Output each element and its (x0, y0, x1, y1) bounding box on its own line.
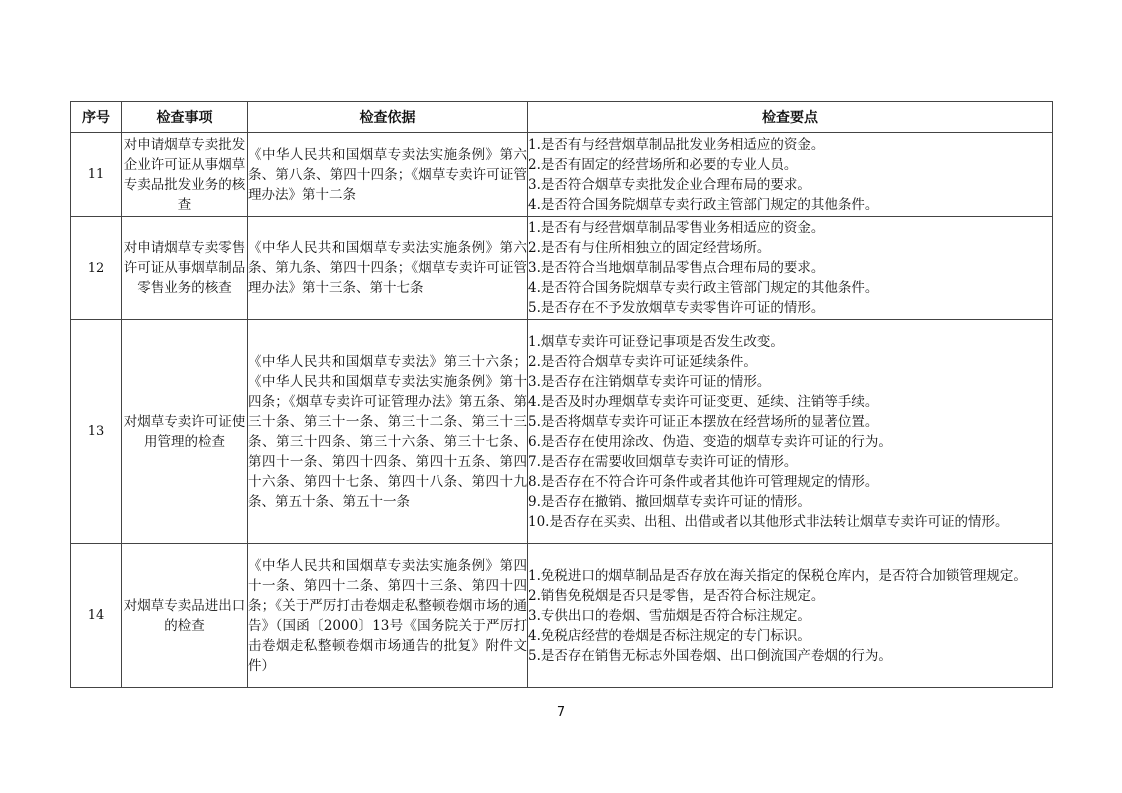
point-item: 9.是否存在撤销、撤回烟草专卖许可证的情形。 (528, 493, 811, 510)
point-item: 2.是否符合烟草专卖许可证延续条件。 (528, 353, 757, 370)
inspection-basis: 《中华人民共和国烟草专卖法实施条例》第六条、第八条、第四十四条；《烟草专卖许可证管理办法》第十二条 (248, 133, 528, 217)
point-item: 1.是否有与经营烟草制品批发业务相适应的资金。 (528, 136, 825, 153)
point-item: 5.是否存在销售无标志外国卷烟、出口倒流国产卷烟的行为。 (528, 647, 892, 664)
header-no: 序号 (71, 102, 122, 133)
point-item: 6.是否存在使用涂改、伪造、变造的烟草专卖许可证的行为。 (528, 433, 892, 450)
point-item: 2.销售免税烟是否只是零售，是否符合标注规定。 (528, 587, 825, 604)
point-item: 8.是否存在不符合许可条件或者其他许可管理规定的情形。 (528, 473, 879, 490)
point-item: 5.是否存在不予发放烟草专卖零售许可证的情形。 (528, 300, 825, 316)
inspection-item: 对烟草专卖品进出口的检查 (122, 544, 248, 688)
row-number: 12 (71, 217, 122, 320)
inspection-points (528, 320, 1053, 544)
header-row (71, 102, 1053, 133)
point-item: 10.是否存在买卖、出租、出借或者以其他形式非法转让烟草专卖许可证的情形。 (528, 513, 1009, 530)
point-item: 5.是否将烟草专卖许可证正本摆放在经营场所的显著位置。 (528, 413, 879, 430)
inspection-basis: 《中华人民共和国烟草专卖法实施条例》第四十一条、第四十二条、第四十三条、第四十四条；《关于严厉打击卷烟走私整顿卷烟市场的通告》（国函〔2000〕13号《国务院关于严厉打击卷烟走私整顿卷烟市场通告的批复》附件文件） (248, 544, 528, 688)
point-item: 4.是否符合国务院烟草专卖行政主管部门规定的其他条件。 (528, 280, 879, 296)
inspection-basis: 《中华人民共和国烟草专卖法实施条例》第六条、第九条、第四十四条；《烟草专卖许可证管理办法》第十三条、第十七条 (248, 217, 528, 320)
table-row (71, 133, 1053, 217)
point-item: 7.是否存在需要收回烟草专卖许可证的情形。 (528, 453, 798, 470)
point-item: 1.免税进口的烟草制品是否存放在海关指定的保税仓库内，是否符合加锁管理规定。 (528, 567, 1027, 584)
header-basis: 检查依据 (248, 102, 528, 133)
inspection-points (528, 133, 1053, 217)
header-points: 检查要点 (528, 102, 1053, 133)
table-row (71, 320, 1053, 544)
point-item: 1.是否有与经营烟草制品零售业务相适应的资金。 (528, 220, 825, 236)
inspection-item: 对申请烟草专卖零售许可证从事烟草制品零售业务的核查 (122, 217, 248, 320)
table-row (71, 217, 1053, 320)
point-item: 3.是否符合当地烟草制品零售点合理布局的要求。 (528, 260, 825, 276)
point-item: 2.是否有与住所相独立的固定经营场所。 (528, 240, 771, 256)
point-item: 4.是否及时办理烟草专卖许可证变更、延续、注销等手续。 (528, 393, 879, 410)
table-row (71, 544, 1053, 688)
point-item: 3.是否符合烟草专卖批发企业合理布局的要求。 (528, 176, 811, 193)
page-number: 7 (556, 705, 566, 720)
row-number: 13 (71, 320, 122, 544)
inspection-points (528, 544, 1053, 688)
point-item: 1.烟草专卖许可证登记事项是否发生改变。 (528, 333, 784, 350)
inspection-table (70, 101, 1053, 688)
row-number: 11 (71, 133, 122, 217)
inspection-item: 对烟草专卖许可证使用管理的检查 (122, 320, 248, 544)
point-item: 3.是否存在注销烟草专卖许可证的情形。 (528, 373, 771, 390)
row-number: 14 (71, 544, 122, 688)
inspection-item: 对申请烟草专卖批发企业许可证从事烟草专卖品批发业务的核查 (122, 133, 248, 217)
point-item: 4.免税店经营的卷烟是否标注规定的专门标识。 (528, 627, 811, 644)
inspection-basis: 《中华人民共和国烟草专卖法》第三十六条；《中华人民共和国烟草专卖法实施条例》第十四条；《烟草专卖许可证管理办法》第五条、第三十条、第三十一条、第三十二条、第三十三条、第三十四条、第三十六条、第三十七条、第四十一条、第四十四条、第四十五条、第四十六条、第四十七条、第四十八条、第四十九条、第五十条、第五十一条 (248, 320, 528, 544)
point-item: 4.是否符合国务院烟草专卖行政主管部门规定的其他条件。 (528, 196, 879, 213)
inspection-points (528, 217, 1053, 320)
point-item: 2.是否有固定的经营场所和必要的专业人员。 (528, 156, 798, 173)
point-item: 3.专供出口的卷烟、雪茄烟是否符合标注规定。 (528, 607, 811, 624)
header-item: 检查事项 (122, 102, 248, 133)
